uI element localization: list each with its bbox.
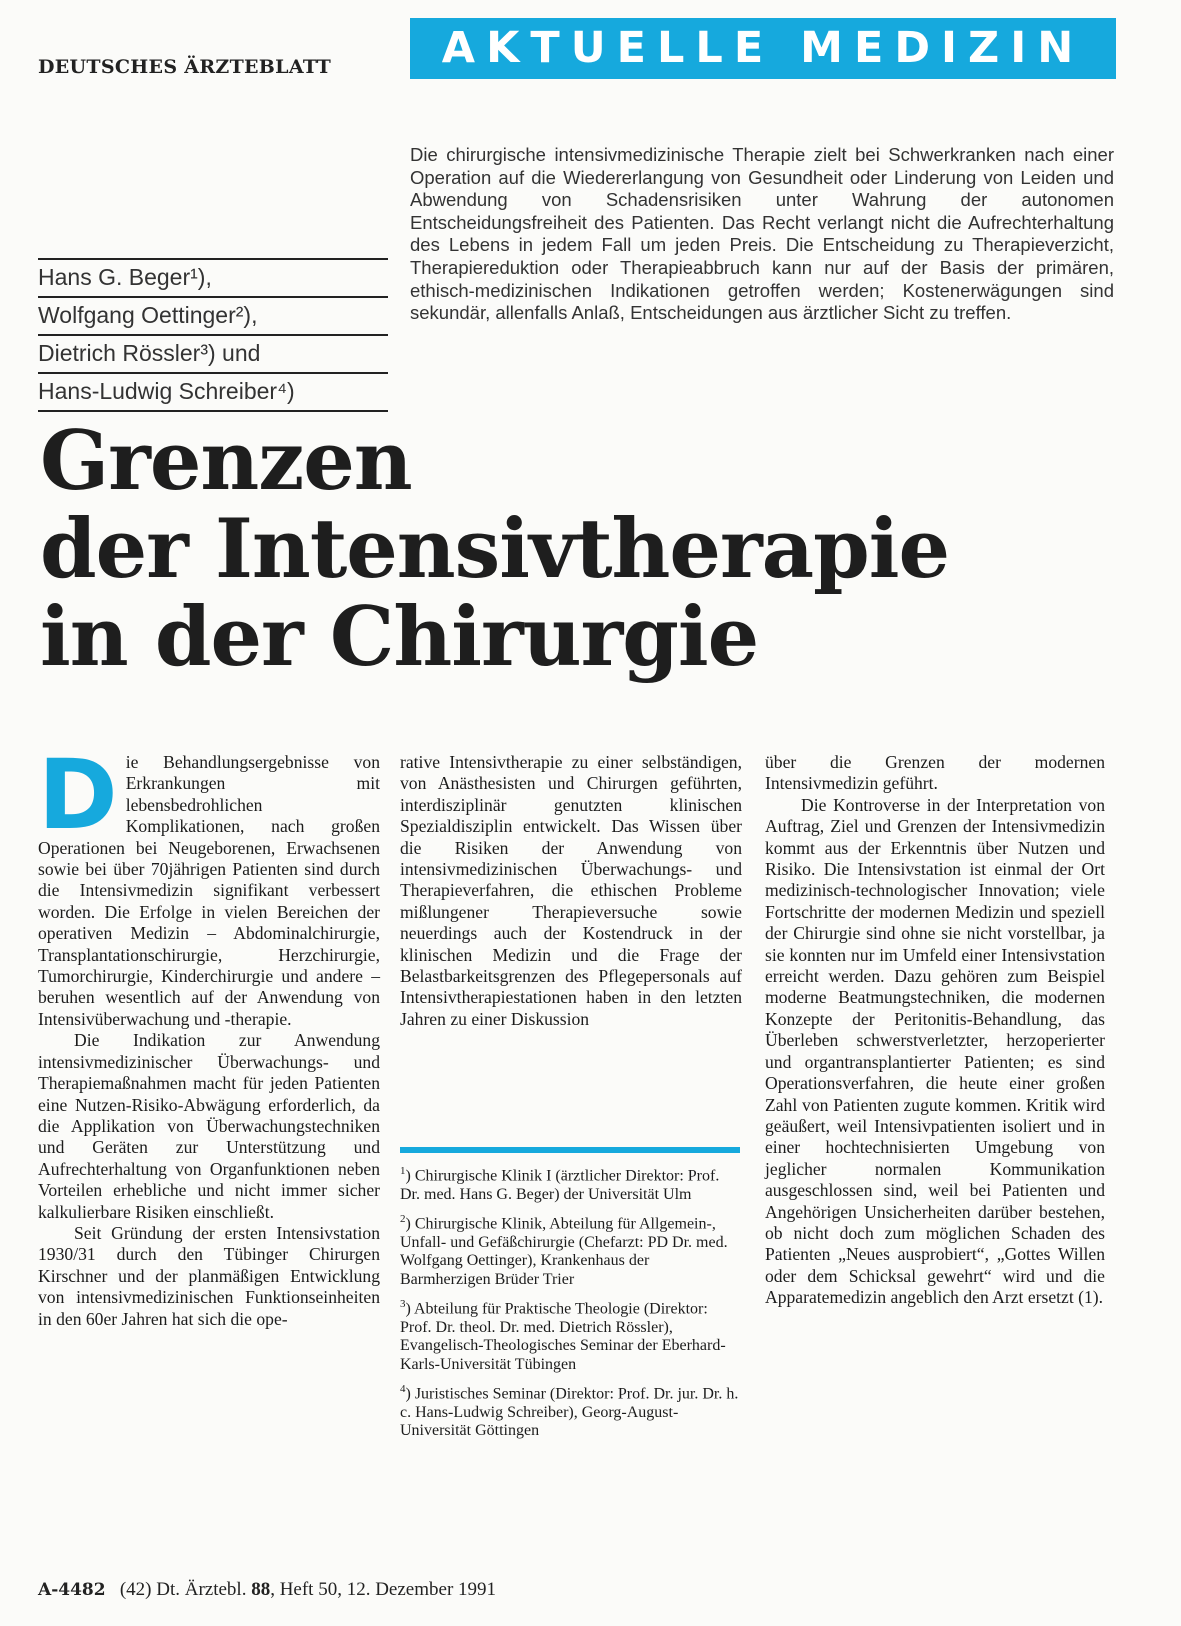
footnote-text: ) Juristisches Seminar (Direktor: Prof. Dr. jur. Dr. h. c. Hans-Ludwig Schreiber), Georg-August-Universität Göttingen xyxy=(400,1385,739,1440)
footnote-number: 2 xyxy=(400,1213,406,1226)
title-line-1: Grenzen xyxy=(40,414,412,509)
footnote-2 xyxy=(400,1210,740,1289)
footnote-text: ) Abteilung für Praktische Theologie (Direktor: Prof. Dr. theol. Dr. med. Dietrich Rössler), Evangelisch-Theologisches Seminar der Eberhard-Karls-Universität Tübingen xyxy=(400,1300,726,1373)
footnote-1 xyxy=(400,1162,740,1204)
title-line-2: der Intensivtherapie xyxy=(40,502,950,597)
author-list xyxy=(38,258,388,412)
citation: (42) Dt. Ärztebl. xyxy=(119,1579,247,1600)
section-title: AKTUELLE MEDIZIN xyxy=(441,23,1085,73)
paragraph: Die Indikation zur Anwendung intensivmedizinischer Überwachungs- und Therapiemaßnahmen macht für jeden Patienten eine Nutzen-Risiko-Abwägung erforderlich, da die Applikation von Überwachungstechniken und Geräten zur Unterstützung und Aufrechterhaltung von Organfunktionen neben Vorteilen erhebliche und nicht immer sicher kalkulierbare Risiken einschließt. xyxy=(38,1030,380,1222)
page-number: A-4482 xyxy=(38,1580,106,1600)
journal-name: DEUTSCHES ÄRZTEBLATT xyxy=(38,56,332,78)
citation-rest: , Heft 50, 12. Dezember 1991 xyxy=(270,1579,497,1600)
section-banner xyxy=(410,18,1116,79)
article-title xyxy=(40,414,1140,685)
body-column-3 xyxy=(765,752,1105,1309)
paragraph: rative Intensivtherapie zu einer selbständigen, von Anästhesisten und Chirurgen geführten, interdisziplinär genutzten klinischen Spezialdisziplin entwickelt. Das Wissen über die Risiken der Anwendung von intensivmedizinischen Überwachungs- und Therapieverfahren, die ethischen Probleme mißlungener Therapieversuche sowie neuerdings auch der Kostendruck in der klinischen Medizin und die Frage der Belastbarkeitsgrenzen des Pflegepersonals auf Intensivtherapiestationen haben in den letzten Jahren zu einer Diskussion xyxy=(400,752,742,1029)
footnote-divider xyxy=(400,1147,740,1153)
paragraph: Die Kontroverse in der Interpretation von Auftrag, Ziel und Grenzen der Intensivmedizin kommt aus der Erkenntnis über Nutzen und Risiko. Die Intensivstation ist einmal der Ort medizinisch-technologischer Innovation; viele Fortschritte der modernen Medizin und speziell der Chirurgie sind ohne sie nicht vorstellbar, ja sie konnten nur im Umfeld einer Intensivstation erreicht werden. Dazu gehören zum Beispiel moderne Beatmungstechniken, die modernen Konzepte der Peritonitis-Behandlung, das Überleben schwerstverletzter, herzoperierter und organtransplantierter Patienten; es sind Operationsverfahren, die heute einer großen Zahl von Patienten zugute kommen. Kritik wird geäußert, weil Intensivpatienten isoliert und in einer hochtechnisierten Umgebung von jeglicher normalen Kommunikation ausgeschlossen sind, weil bei Patienten und Angehörigen Unsicherheiten darüber bestehen, ob nicht doch zum möglichen Schaden des Patienten „Neues ausprobiert“, „Gottes Willen oder dem Schicksal gewehrt“ wird und die Apparatemedizin angeblich den Arzt ersetzt (1). xyxy=(765,794,1105,1308)
footnotes xyxy=(400,1162,740,1447)
footnote-3 xyxy=(400,1295,740,1374)
volume: 88 xyxy=(251,1579,271,1600)
paragraph: ie Behandlungsergebnisse von Erkrankungen mit lebensbedrohlichen Komplikationen, nach großen Operationen bei Neugeborenen, Erwachsenen sowie bei über 70jährigen Patienten sind durch die Intensivmedizin signifikant verbessert worden. Die Erfolge in vielen Bereichen der operativen Medizin – Abdominalchirurgie, Transplantationschirurgie, Herzchirurgie, Tumorchirurgie, Kinderchirurgie und andere – beruhen wesentlich auf der Anwendung von Intensivüberwachung und -therapie. xyxy=(38,752,380,1029)
footnote-text: ) Chirurgische Klinik I (ärztlicher Direktor: Prof. Dr. med. Hans G. Beger) der Universität Ulm xyxy=(400,1167,720,1203)
author-4: Hans-Ludwig Schreiber⁴) xyxy=(38,372,388,412)
footnote-number: 4 xyxy=(400,1383,406,1396)
author-2: Wolfgang Oettinger²), xyxy=(38,296,388,334)
footnote-text: ) Chirurgische Klinik, Abteilung für Allgemein-, Unfall- und Gefäßchirurgie (Chefarzt: PD Dr. med. Wolfgang Oettinger), Krankenhaus der Barmherzigen Brüder Trier xyxy=(400,1215,728,1288)
footnote-number: 1 xyxy=(400,1165,406,1177)
paragraph: über die Grenzen der modernen Intensivmedizin geführt. xyxy=(765,752,1105,794)
page-footer xyxy=(38,1579,496,1601)
title-line-3: in der Chirurgie xyxy=(40,590,759,685)
body-column-1 xyxy=(38,739,380,1330)
footnote-4 xyxy=(400,1380,740,1441)
footnote-number: 3 xyxy=(400,1298,406,1311)
abstract: Die chirurgische intensivmedizinische Therapie zielt bei Schwerkranken nach einer Operation auf die Wiedererlangung von Gesundheit oder Linderung von Leiden und Abwendung von Schadensrisiken unter Wahrung der autonomen Entscheidungsfreiheit des Patienten. Das Recht verlangt nicht die Aufrechterhaltung des Lebens in jedem Fall um jeden Preis. Die Entscheidung zu Therapieverzicht, Therapiereduktion oder Therapieabbruch kann nur auf der Basis der primären, ethisch-medizinischen Indikationen getroffen werden; Kostenerwägungen sind sekundär, allenfalls Anlaß, Entscheidungen aus ärztlicher Sicht zu treffen. xyxy=(410,144,1114,324)
author-1: Hans G. Beger¹), xyxy=(38,258,388,296)
body-column-2 xyxy=(400,752,742,1030)
author-3: Dietrich Rössler³) und xyxy=(38,334,388,372)
paragraph: Seit Gründung der ersten Intensivstation 1930/31 durch den Tübinger Chirurgen Kirschner und der planmäßigen Entwicklung von intensivmedizinischen Funktionseinheiten in den 60er Jahren hat sich die ope- xyxy=(38,1222,380,1329)
drop-cap: D xyxy=(38,739,118,851)
